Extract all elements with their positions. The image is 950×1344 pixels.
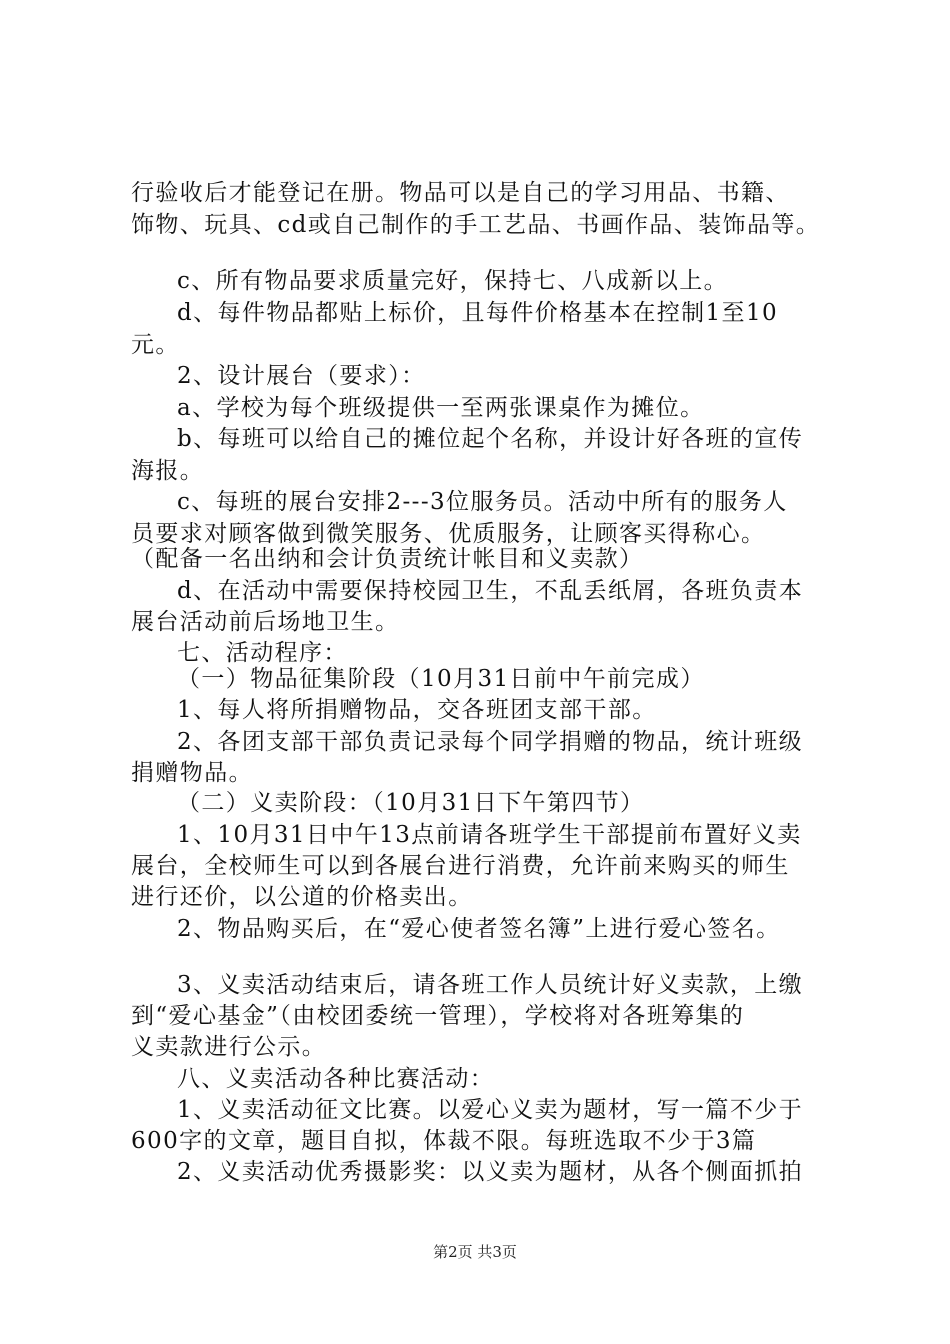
text-line: 1、每人将所捐赠物品，交各班团支部干部。 (177, 697, 657, 723)
text-line: 行验收后才能登记在册。物品可以是自己的学习用品、书籍、 (131, 180, 790, 206)
text-line: 2、义卖活动优秀摄影奖：以义卖为题材，从各个侧面抓拍 (177, 1159, 804, 1185)
text-line: 员要求对顾客做到微笑服务、优质服务，让顾客买得称心。 (131, 521, 766, 547)
text-line: （配备一名出纳和会计负责统计帐目和义卖款） (131, 546, 644, 572)
text-line: 到“爱心基金”（由校团委统一管理），学校将对各班筹集的 (131, 1003, 745, 1029)
text-line: 展台，全校师生可以到各展台进行消费，允许前来购买的师生 (131, 853, 790, 879)
text-line: 进行还价，以公道的价格卖出。 (131, 884, 473, 910)
text-line: c、所有物品要求质量完好，保持七、八成新以上。 (177, 268, 729, 294)
text-line: 600字的文章，题目自拟，体裁不限。每班选取不少于3篇 (131, 1128, 757, 1154)
text-line: 1、10月31日中午13点前请各班学生干部提前布置好义卖 (177, 822, 802, 848)
text-line: 3、义卖活动结束后，请各班工作人员统计好义卖款，上缴 (177, 972, 804, 998)
text-line: （一）物品征集阶段（10月31日前中午前完成） (177, 666, 705, 692)
text-line: 2、设计展台（要求）： (177, 363, 426, 389)
page-footer: 第2页 共3页 (433, 1243, 517, 1261)
text-line: 展台活动前后场地卫生。 (131, 609, 400, 635)
text-line: （二）义卖阶段：（10月31日下午第四节） (177, 790, 645, 816)
text-line: 七、活动程序： (177, 640, 348, 666)
text-line: 1、义卖活动征文比赛。以爱心义卖为题材，写一篇不少于 (177, 1097, 804, 1123)
text-line: 海报。 (131, 458, 205, 484)
text-line: c、每班的展台安排2---3位服务员。活动中所有的服务人 (177, 489, 788, 515)
text-line: 捐赠物品。 (131, 760, 253, 786)
text-line: 八、义卖活动各种比赛活动： (177, 1066, 495, 1092)
text-line: 元。 (131, 332, 180, 358)
text-line: 义卖款进行公示。 (131, 1034, 327, 1060)
text-line: a、学校为每个班级提供一至两张课桌作为摊位。 (177, 395, 705, 421)
text-line: d、每件物品都贴上标价，且每件价格基本在控制1至10 (177, 300, 779, 326)
text-line: d、在活动中需要保持校园卫生，不乱丢纸屑，各班负责本 (177, 578, 804, 604)
text-line: 2、物品购买后，在“爱心使者签名簿”上进行爱心签名。 (177, 916, 781, 942)
text-line: 饰物、玩具、cd或自己制作的手工艺品、书画作品、装饰品等。 (131, 212, 821, 238)
text-line: b、每班可以给自己的摊位起个名称，并设计好各班的宣传 (177, 426, 804, 452)
text-line: 2、各团支部干部负责记录每个同学捐赠的物品，统计班级 (177, 729, 804, 755)
